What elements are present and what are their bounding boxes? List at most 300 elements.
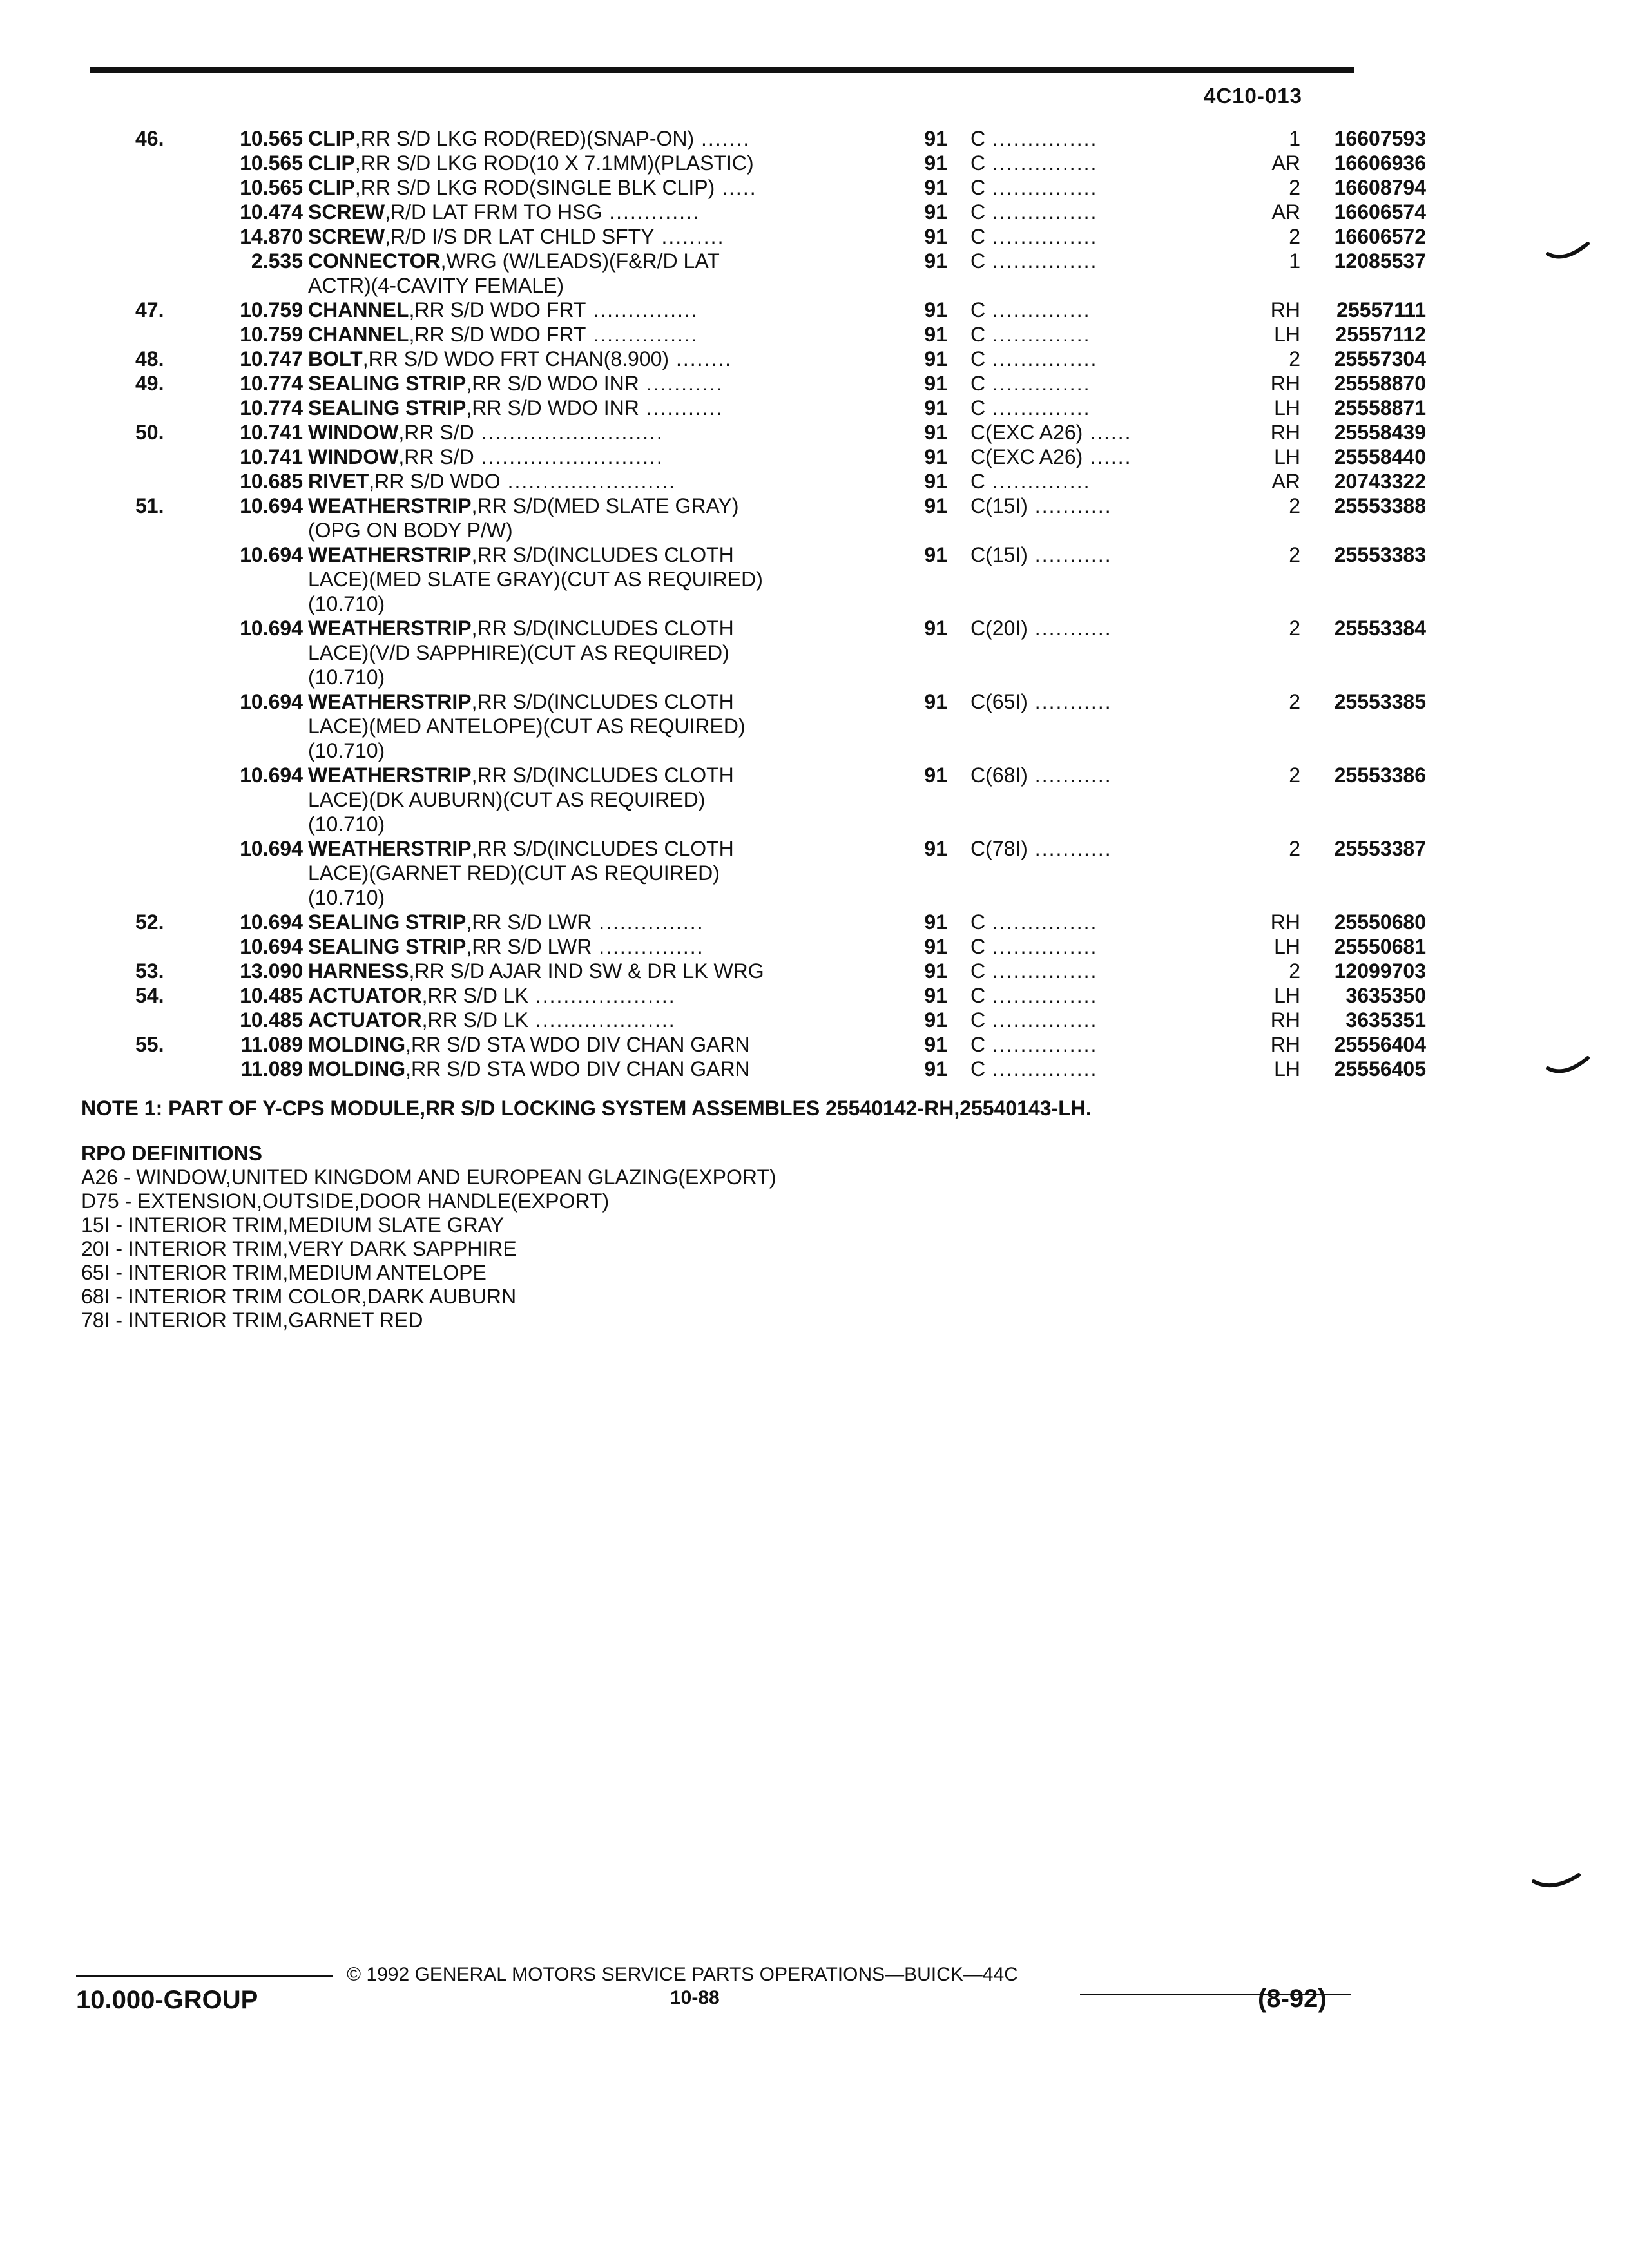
usage-code-text: C: [970, 1057, 986, 1081]
quantity: RH: [1270, 910, 1300, 934]
usage-code-text: C: [970, 347, 986, 370]
part-detail: ,RR S/D(INCLUDES CLOTH: [471, 617, 734, 640]
part-name: CHANNEL: [308, 298, 409, 322]
group-number: 10.694: [240, 837, 303, 860]
group-number: 10.485: [240, 1008, 303, 1032]
quantity: 2: [1289, 347, 1300, 370]
part-name: WINDOW: [308, 421, 399, 444]
part-number: 25558439: [1334, 421, 1426, 444]
part-name: SEALING STRIP: [308, 396, 467, 419]
usage-code-text: C(15I): [970, 543, 1028, 566]
rpo-definition-line: 68I - INTERIOR TRIM COLOR,DARK AUBURN: [81, 1285, 517, 1308]
model-year: 91: [924, 984, 947, 1007]
reference-number: 48.: [135, 347, 164, 370]
part-detail: ,RR S/D LK: [421, 984, 528, 1007]
usage-code: [970, 151, 1097, 175]
leader-dots: ...............: [985, 249, 1098, 273]
usage-code-text: C: [970, 249, 986, 273]
page-code: 4C10-013: [1204, 84, 1302, 108]
group-number: 2.535: [251, 249, 303, 273]
part-number: 16606572: [1334, 225, 1426, 248]
model-year: 91: [924, 127, 947, 150]
part-description: [308, 494, 738, 518]
part-description: [308, 934, 704, 959]
leader-dots: ...........: [1027, 617, 1112, 640]
table-row: [82, 445, 1426, 469]
part-name: RIVET: [308, 470, 369, 493]
table-row: [82, 763, 1426, 787]
quantity: AR: [1271, 200, 1300, 224]
quantity: 2: [1289, 959, 1300, 983]
group-number: 10.774: [240, 396, 303, 419]
usage-code: [970, 469, 1090, 494]
part-name: CLIP: [308, 176, 355, 199]
part-detail: ,RR S/D WDO FRT: [409, 323, 586, 346]
leader-dots: ...........: [1027, 764, 1112, 787]
usage-code: [970, 298, 1090, 322]
leader-dots: ...............: [985, 935, 1098, 958]
part-detail: ,RR S/D(INCLUDES CLOTH: [471, 764, 734, 787]
part-number: 20743322: [1334, 470, 1426, 493]
quantity: 2: [1289, 543, 1300, 566]
part-name: HARNESS: [308, 959, 409, 983]
table-row: [82, 1057, 1426, 1081]
binder-mark-icon: [1545, 1054, 1590, 1080]
part-name: CLIP: [308, 151, 355, 175]
part-description: [308, 322, 699, 347]
quantity: AR: [1271, 470, 1300, 493]
model-year: 91: [924, 617, 947, 640]
part-description: [308, 1032, 750, 1057]
model-year: 91: [924, 421, 947, 444]
quantity: LH: [1274, 396, 1300, 419]
table-row: [82, 322, 1426, 347]
part-description: [308, 616, 734, 640]
part-number: 25553388: [1334, 494, 1426, 517]
group-number: 10.759: [240, 298, 303, 322]
model-year: 91: [924, 225, 947, 248]
part-number: 25557111: [1336, 298, 1426, 322]
table-row-continuation: [82, 738, 1371, 763]
description-continuation: LACE)(GARNET RED)(CUT AS REQUIRED): [308, 861, 720, 885]
part-description: [308, 763, 734, 787]
leader-dots: ....................: [528, 984, 676, 1007]
leader-dots: ...............: [586, 298, 699, 322]
description-continuation: LACE)(MED ANTELOPE)(CUT AS REQUIRED): [308, 715, 746, 738]
usage-code: [970, 616, 1112, 640]
table-row-continuation: [82, 812, 1371, 836]
table-row-continuation: [82, 665, 1371, 689]
part-number: 25558870: [1334, 372, 1426, 395]
part-number: 3635351: [1345, 1008, 1426, 1032]
part-name: WEATHERSTRIP: [308, 617, 472, 640]
leader-dots: ....................: [528, 1008, 676, 1032]
part-detail: ,RR S/D WDO FRT CHAN(8.900): [362, 347, 670, 370]
table-row-continuation: [82, 567, 1371, 591]
part-number: 25553383: [1334, 543, 1426, 566]
edition-date: (8-92): [1258, 1984, 1327, 2013]
table-row: [82, 836, 1426, 861]
part-detail: ,RR S/D WDO: [369, 470, 501, 493]
description-continuation: (10.710): [308, 812, 385, 836]
group-number: 11.089: [240, 1057, 303, 1081]
table-row-continuation: [82, 591, 1371, 616]
usage-code: [970, 126, 1097, 151]
quantity: 2: [1289, 494, 1300, 517]
usage-code: [970, 396, 1090, 420]
usage-code-text: C: [970, 470, 986, 493]
leader-dots: ...............: [985, 910, 1098, 934]
part-detail: ,RR S/D: [398, 421, 474, 444]
usage-code: [970, 347, 1097, 371]
part-description: [308, 396, 723, 420]
usage-code-text: C(15I): [970, 494, 1028, 517]
leader-dots: ...........: [639, 372, 724, 395]
table-row: [82, 298, 1426, 322]
group-number: 14.870: [240, 225, 303, 248]
part-name: WEATHERSTRIP: [308, 690, 472, 713]
model-year: 91: [924, 690, 947, 713]
usage-code: [970, 910, 1097, 934]
usage-code: [970, 445, 1132, 469]
page-number: 10-88: [670, 1987, 720, 2008]
usage-code-text: C: [970, 984, 986, 1007]
rpo-definition-line: 78I - INTERIOR TRIM,GARNET RED: [81, 1309, 423, 1332]
model-year: 91: [924, 347, 947, 370]
leader-dots: ...............: [985, 225, 1098, 248]
leader-dots: ..............: [985, 372, 1091, 395]
usage-code-text: C: [970, 396, 986, 419]
rpo-definition-line: 20I - INTERIOR TRIM,VERY DARK SAPPHIRE: [81, 1237, 517, 1260]
usage-code: [970, 1032, 1097, 1057]
part-number: 25558440: [1334, 445, 1426, 468]
description-continuation: ACTR)(4-CAVITY FEMALE): [308, 274, 564, 297]
usage-code-text: C: [970, 1008, 986, 1032]
table-row: [82, 689, 1426, 714]
table-row: [82, 249, 1426, 273]
usage-code-text: C(78I): [970, 837, 1028, 860]
usage-code-text: C: [970, 127, 986, 150]
part-description: [308, 347, 732, 371]
table-row: [82, 616, 1426, 640]
usage-code-text: C(EXC A26): [970, 445, 1083, 468]
leader-dots: ..............: [985, 396, 1091, 419]
quantity: RH: [1270, 421, 1300, 444]
part-name: WEATHERSTRIP: [308, 837, 472, 860]
table-row: [82, 910, 1426, 934]
part-name: SEALING STRIP: [308, 935, 467, 958]
usage-code: [970, 322, 1090, 347]
usage-code-text: C: [970, 935, 986, 958]
part-detail: ,R/D LAT FRM TO HSG: [385, 200, 602, 224]
usage-code: [970, 959, 1097, 983]
usage-code-text: C: [970, 200, 986, 224]
table-row: [82, 175, 1426, 200]
part-name: CLIP: [308, 127, 355, 150]
leader-dots: ...........: [1027, 690, 1112, 713]
part-description: [308, 543, 734, 567]
usage-code: [970, 1057, 1097, 1081]
usage-code: [970, 200, 1097, 224]
usage-code: [970, 543, 1112, 567]
group-number: 10.741: [240, 445, 303, 468]
copyright-line: © 1992 GENERAL MOTORS SERVICE PARTS OPERATIONS—BUICK—44C: [347, 1964, 1018, 1985]
reference-number: 50.: [135, 421, 164, 444]
part-number: 25550680: [1334, 910, 1426, 934]
part-number: 25556405: [1334, 1057, 1426, 1081]
leader-dots: ...............: [985, 959, 1098, 983]
group-number: 10.694: [240, 910, 303, 934]
group-number: 10.774: [240, 372, 303, 395]
model-year: 91: [924, 910, 947, 934]
model-year: 91: [924, 494, 947, 517]
table-row-continuation: [82, 885, 1371, 910]
group-number: 10.474: [240, 200, 303, 224]
parts-catalog-table: [82, 126, 1426, 1081]
usage-code-text: C: [970, 1033, 986, 1056]
part-detail: ,RR S/D: [398, 445, 474, 468]
part-description: [308, 836, 734, 861]
group-number: 10.694: [240, 764, 303, 787]
binder-mark-icon: [1545, 240, 1590, 265]
usage-code-text: C(EXC A26): [970, 421, 1083, 444]
part-detail: ,RR S/D LWR: [466, 935, 592, 958]
rpo-title: RPO DEFINITIONS: [81, 1142, 262, 1165]
table-row-continuation: [82, 518, 1371, 543]
part-description: [308, 224, 724, 249]
table-row-continuation: [82, 787, 1371, 812]
group-number: 10.759: [240, 323, 303, 346]
model-year: 91: [924, 935, 947, 958]
part-description: [308, 689, 734, 714]
reference-number: 49.: [135, 372, 164, 395]
part-name: SCREW: [308, 225, 385, 248]
part-description: [308, 910, 704, 934]
leader-dots: ......: [1083, 445, 1132, 468]
reference-number: 54.: [135, 984, 164, 1007]
group-number: 10.485: [240, 984, 303, 1007]
part-number: 25557112: [1335, 323, 1426, 346]
part-detail: ,RR S/D(MED SLATE GRAY): [471, 494, 739, 517]
part-name: WEATHERSTRIP: [308, 543, 472, 566]
usage-code-text: C: [970, 298, 986, 322]
table-row: [82, 371, 1426, 396]
part-name: ACTUATOR: [308, 984, 422, 1007]
model-year: 91: [924, 543, 947, 566]
part-detail: ,RR S/D(INCLUDES CLOTH: [471, 543, 734, 566]
part-name: CHANNEL: [308, 323, 409, 346]
part-detail: ,RR S/D LWR: [466, 910, 592, 934]
part-description: [308, 249, 720, 273]
usage-code: [970, 371, 1090, 396]
quantity: 2: [1289, 225, 1300, 248]
leader-dots: ...............: [985, 347, 1098, 370]
leader-dots: ...............: [985, 127, 1098, 150]
part-name: MOLDING: [308, 1057, 406, 1081]
leader-dots: ...............: [985, 200, 1098, 224]
model-year: 91: [924, 1057, 947, 1081]
part-number: 16606936: [1334, 151, 1426, 175]
footer-rule-left: [76, 1975, 333, 1977]
leader-dots: ........: [669, 347, 733, 370]
part-number: 25553386: [1334, 764, 1426, 787]
part-detail: ,RR S/D STA WDO DIV CHAN GARN: [405, 1033, 750, 1056]
part-number: 16606574: [1334, 200, 1426, 224]
part-name: ACTUATOR: [308, 1008, 422, 1032]
model-year: 91: [924, 959, 947, 983]
part-description: [308, 200, 700, 224]
leader-dots: ..........................: [474, 445, 664, 468]
description-continuation: LACE)(MED SLATE GRAY)(CUT AS REQUIRED): [308, 568, 763, 591]
footnote: NOTE 1: PART OF Y-CPS MODULE,RR S/D LOCKING SYSTEM ASSEMBLES 25540142-RH,25540143-LH.: [81, 1097, 1092, 1120]
part-description: [308, 371, 723, 396]
group-number: 10.685: [240, 470, 303, 493]
part-description: [308, 1008, 676, 1032]
table-row: [82, 126, 1426, 151]
part-description: [308, 298, 699, 322]
table-row-continuation: [82, 714, 1371, 738]
leader-dots: ...............: [985, 151, 1098, 175]
table-row: [82, 959, 1426, 983]
leader-dots: ......: [1083, 421, 1132, 444]
part-number: 25553387: [1334, 837, 1426, 860]
quantity: LH: [1274, 984, 1300, 1007]
quantity: RH: [1270, 298, 1300, 322]
leader-dots: ...............: [586, 323, 699, 346]
part-description: [308, 420, 664, 445]
quantity: AR: [1271, 151, 1300, 175]
usage-code-text: C: [970, 225, 986, 248]
leader-dots: .........: [654, 225, 725, 248]
part-description: [308, 126, 750, 151]
part-detail: ,RR S/D LK: [421, 1008, 528, 1032]
leader-dots: ...............: [985, 1008, 1098, 1032]
usage-code: [970, 420, 1132, 445]
model-year: 91: [924, 249, 947, 273]
top-rule: [90, 67, 1354, 73]
reference-number: 51.: [135, 494, 164, 517]
group-number: 13.090: [240, 959, 303, 983]
part-description: [308, 445, 664, 469]
usage-code-text: C(20I): [970, 617, 1028, 640]
part-detail: ,RR S/D(INCLUDES CLOTH: [471, 837, 734, 860]
part-description: [308, 1057, 750, 1081]
leader-dots: .....: [715, 176, 757, 199]
description-continuation: (OPG ON BODY P/W): [308, 519, 513, 542]
leader-dots: ...............: [592, 935, 704, 958]
part-detail: ,R/D I/S DR LAT CHLD SFTY: [385, 225, 655, 248]
usage-code-text: C: [970, 323, 986, 346]
usage-code-text: C: [970, 151, 986, 175]
usage-code-text: C(68I): [970, 764, 1028, 787]
group-number: 10.565: [240, 151, 303, 175]
part-name: SCREW: [308, 200, 385, 224]
part-detail: ,RR S/D LKG ROD(SINGLE BLK CLIP): [354, 176, 715, 199]
usage-code-text: C: [970, 959, 986, 983]
group-number: 10.694: [240, 935, 303, 958]
quantity: 2: [1289, 690, 1300, 713]
part-detail: ,RR S/D(INCLUDES CLOTH: [471, 690, 734, 713]
model-year: 91: [924, 176, 947, 199]
part-number: 25550681: [1334, 935, 1426, 958]
table-row: [82, 494, 1426, 518]
quantity: LH: [1274, 445, 1300, 468]
leader-dots: .............: [602, 200, 700, 224]
reference-number: 53.: [135, 959, 164, 983]
quantity: 2: [1289, 837, 1300, 860]
part-number: 25553384: [1334, 617, 1426, 640]
part-name: WEATHERSTRIP: [308, 494, 472, 517]
part-number: 12085537: [1334, 249, 1426, 273]
rpo-definition-line: A26 - WINDOW,UNITED KINGDOM AND EUROPEAN GLAZING(EXPORT): [81, 1166, 776, 1189]
table-row-continuation: [82, 640, 1371, 665]
model-year: 91: [924, 372, 947, 395]
part-name: SEALING STRIP: [308, 910, 467, 934]
group-number: 10.694: [240, 690, 303, 713]
usage-code: [970, 249, 1097, 273]
leader-dots: ..............: [985, 470, 1091, 493]
usage-code: [970, 175, 1097, 200]
description-continuation: LACE)(V/D SAPPHIRE)(CUT AS REQUIRED): [308, 641, 729, 664]
part-name: MOLDING: [308, 1033, 406, 1056]
group-number: 10.741: [240, 421, 303, 444]
group-number: 10.747: [240, 347, 303, 370]
group-number: 10.694: [240, 617, 303, 640]
table-row: [82, 934, 1426, 959]
part-number: 3635350: [1345, 984, 1426, 1007]
model-year: 91: [924, 445, 947, 468]
part-detail: ,RR S/D LKG ROD(RED)(SNAP-ON): [354, 127, 695, 150]
usage-code-text: C: [970, 910, 986, 934]
part-description: [308, 469, 676, 494]
table-row: [82, 200, 1426, 224]
table-row: [82, 543, 1426, 567]
description-continuation: (10.710): [308, 592, 385, 615]
description-continuation: LACE)(DK AUBURN)(CUT AS REQUIRED): [308, 788, 706, 811]
leader-dots: ........................: [500, 470, 676, 493]
model-year: 91: [924, 151, 947, 175]
quantity: 2: [1289, 764, 1300, 787]
leader-dots: ...........: [639, 396, 724, 419]
model-year: 91: [924, 764, 947, 787]
part-detail: ,RR S/D LKG ROD(10 X 7.1MM)(PLASTIC): [354, 151, 754, 175]
model-year: 91: [924, 1008, 947, 1032]
usage-code: [970, 224, 1097, 249]
model-year: 91: [924, 837, 947, 860]
leader-dots: ..............: [985, 298, 1091, 322]
description-continuation: (10.710): [308, 666, 385, 689]
part-name: BOLT: [308, 347, 363, 370]
table-row-continuation: [82, 273, 1371, 298]
leader-dots: ...........: [1027, 543, 1112, 566]
table-row: [82, 151, 1426, 175]
usage-code: [970, 934, 1097, 959]
model-year: 91: [924, 1033, 947, 1056]
quantity: LH: [1274, 935, 1300, 958]
model-year: 91: [924, 396, 947, 419]
leader-dots: ..............: [985, 323, 1091, 346]
table-row: [82, 224, 1426, 249]
part-number: 25556404: [1334, 1033, 1426, 1056]
quantity: 1: [1289, 249, 1300, 273]
leader-dots: ...........: [1027, 494, 1112, 517]
part-number: 25553385: [1334, 690, 1426, 713]
part-name: CONNECTOR: [308, 249, 441, 273]
quantity: RH: [1270, 1008, 1300, 1032]
quantity: 2: [1289, 617, 1300, 640]
rpo-definition-line: 15I - INTERIOR TRIM,MEDIUM SLATE GRAY: [81, 1213, 505, 1236]
usage-code: [970, 836, 1112, 861]
